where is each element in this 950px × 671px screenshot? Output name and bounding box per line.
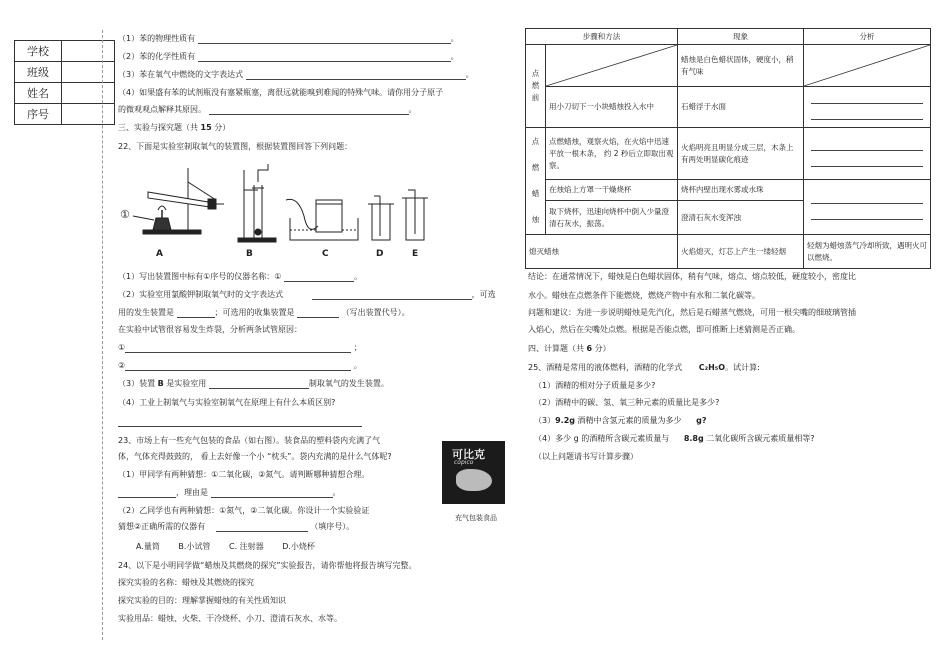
q21-4b: 的微观观点解释其原因。 。 <box>118 105 417 114</box>
q22-4-answer <box>118 416 362 427</box>
label-circle-1: ① <box>120 208 130 221</box>
binding-margin-line <box>102 30 103 640</box>
conclusion-line-1: 结论：在通常情况下，蜡烛是白色蜡状固体，稍有气味，熔点、熔点较低，硬度较小，密度比 <box>528 272 856 281</box>
header-step: 步骤和方法 <box>526 29 678 45</box>
q24-goal: 探究实验的目的：理解掌握蜡烛的有关性质知识 <box>118 596 286 605</box>
blank-analysis-cell <box>804 45 931 87</box>
snack-package-photo <box>442 441 505 504</box>
section-3-title: 三、实验与探究题（共 15 分） <box>118 123 231 132</box>
candle-experiment-table <box>525 28 931 269</box>
snack-shape <box>456 469 492 491</box>
q22-4: （4）工业上制氧气与实验室制氧气在原理上有什么本质区别? <box>118 398 336 407</box>
oxygen-apparatus-diagram <box>118 160 438 260</box>
apparatus-b <box>238 164 276 242</box>
q21-4a: （4）如果盛有苯的试剂瓶没有塞紧瓶塞，离很远就能嗅到难闻的特殊气味。请你用分子原子 <box>118 88 444 97</box>
q22-2c: 在实验中试管很容易发生炸裂，分析两条试管原因： <box>118 325 302 334</box>
q21-1: （1）苯的物理性质有 。 <box>118 34 459 43</box>
q22-2a: （2）实验室用氯酸钾制取氧气时的文字表达式 ，可选 <box>118 290 496 299</box>
q23-2a: （2）乙同学也有两种猜想：①氮气，②二氧化碳。你设计一个实验验证 <box>118 506 370 515</box>
student-info-table <box>14 40 115 125</box>
q22-3: （3）装置 B 是实验室用 制取氧气的发生装置。 <box>118 379 389 388</box>
q25-prompt: 25、酒精是常用的液体燃料，酒精的化学式 C₂H₅O。试计算: <box>528 363 760 372</box>
q23-2b: 猜想②正确所需的仪器有 （填序号）。 <box>118 522 355 531</box>
q21-2: （2）苯的化学性质有 。 <box>118 52 459 61</box>
q25-1: （1）酒精的相对分子质量是多少? <box>534 381 656 390</box>
group-before-lighting: 点燃前 <box>526 45 546 128</box>
q23-options <box>136 541 315 552</box>
step-cell: 熄灭蜡烛 <box>526 235 678 269</box>
label-d: D <box>376 249 384 259</box>
q23-a: 23、市场上有一些充气包装的食品（如右图）。装食品的塑料袋内充满了气 <box>118 436 381 445</box>
label-c: C <box>322 249 329 259</box>
suggestion-line-2: 入焰心，然后在尖嘴处点燃。根据是否能点燃，即可推断上述猜测是否正确。 <box>528 325 800 334</box>
apparatus-d <box>368 196 394 240</box>
q22-2b: 用的发生装置是 ；可选用的收集装置是 （写出装置代号）。 <box>118 308 410 317</box>
phen-cell: 烧杯内壁出现水雾或水珠 <box>678 180 804 201</box>
q23-b: 体，气体充得鼓鼓的， 看上去好像一个小 “枕头”。袋内充满的是什么气体呢? <box>118 452 392 461</box>
option-d[interactable]: D.小烧杯 <box>282 542 315 551</box>
q22-reason-1: ① ； <box>118 343 362 352</box>
header-phenomenon: 现象 <box>678 29 804 45</box>
photo-brand-sub: copico <box>454 459 474 466</box>
analysis-answer-cell[interactable] <box>804 87 931 128</box>
step-cell: 用小刀切下一小块蜡烛投入水中 <box>546 87 678 128</box>
option-a[interactable]: A.量筒 <box>136 542 160 551</box>
info-label: 学校 <box>15 41 62 62</box>
suggestion-line-1: 问题和建议：为进一步说明蜡烛是先汽化，然后是石蜡蒸气燃烧，可用一根尖嘴的细玻璃管插 <box>528 308 856 317</box>
info-label: 班级 <box>15 62 62 83</box>
phen-cell: 蜡烛是白色蜡状固体，硬度小，稍有气味 <box>678 45 804 87</box>
q23-1b: ，理由是 。 <box>118 487 341 498</box>
analysis-answer-cell[interactable] <box>804 128 931 180</box>
q21-3: （3）苯在氧气中燃烧的文字表达式 。 <box>118 70 474 79</box>
q25-4: （4）多少 g 的酒精所含碳元素质量与 8.8g 二氧化碳所含碳元素质量相等? <box>534 434 815 443</box>
phen-cell: 火焰熄灭，灯芯上产生一缕轻烟 <box>678 235 804 269</box>
step-cell: 取下烧杯，迅速向烧杯中倒入少量澄清石灰水，振荡。 <box>546 201 678 235</box>
apparatus-a <box>133 168 224 234</box>
q22-reason-2: ② 。 <box>118 361 362 370</box>
photo-brand-text: 可比克 <box>452 448 485 461</box>
info-value-field[interactable] <box>62 83 115 104</box>
q24-items: 实验用品：蜡烛、火柴、干冷烧杯、小刀、澄清石灰水、水等。 <box>118 614 342 623</box>
label-b: B <box>246 249 253 259</box>
option-c[interactable]: C. 注射器 <box>229 542 264 551</box>
q24-prompt: 24、以下是小明同学做“蜡烛及其燃烧的探究”实验报告，请你帮他将报告填写完整。 <box>118 561 417 570</box>
q24-name: 探究实验的名称：蜡烛及其燃烧的探究 <box>118 578 254 587</box>
label-e: E <box>412 249 419 259</box>
q22-prompt: 22、下面是实验室制取氧气的装置图，根据装置图回答下列问题： <box>118 142 353 151</box>
group-lighting: 点燃蜡烛 <box>526 128 546 235</box>
photo-caption: 充气包装食品 <box>455 514 497 522</box>
label-a: A <box>156 249 163 259</box>
q25-2: （2）酒精中的碳、氢、氧三种元素的质量比是多少? <box>534 398 720 407</box>
q25-note: （以上问题请书写计算步骤） <box>534 452 638 461</box>
step-cell: 点燃蜡烛，观察火焰，在火焰中迅速平放一根木条， 约 2 秒后立即取出观察。 <box>546 128 678 180</box>
phen-cell: 石蜡浮于水面 <box>678 87 804 128</box>
info-value-field[interactable] <box>62 41 115 62</box>
analysis-answer-cell[interactable] <box>804 180 931 235</box>
phen-cell: 澄清石灰水变浑浊 <box>678 201 804 235</box>
apparatus-c <box>286 199 358 240</box>
info-label: 姓名 <box>15 83 62 104</box>
conclusion-line-2: 水小。蜡烛在点燃条件下能燃烧，燃烧产物中有水和二氧化碳等。 <box>528 291 760 300</box>
option-b[interactable]: B.小试管 <box>178 542 211 551</box>
analysis-cell: 轻烟为蜡烛蒸气冷却所致，遇明火可以燃烧。 <box>804 235 931 269</box>
blank-step-cell <box>546 45 678 87</box>
phen-cell: 火焰明亮且明显分成三层，木条上有两处明显碳化痕迹 <box>678 128 804 180</box>
apparatus-e <box>402 190 428 240</box>
q25-3: （3）9.2g 酒精中含氢元素的质量为多少 g? <box>534 416 707 425</box>
section-4-title: 四、计算题（共 6 分） <box>528 344 611 353</box>
q23-1: （1）甲同学有两种猜想：①二氧化碳，②氮气。请判断哪种猜想合理。 <box>118 470 370 479</box>
info-value-field[interactable] <box>62 104 115 125</box>
step-cell: 在烛焰上方罩一干燥烧杯 <box>546 180 678 201</box>
header-analysis: 分析 <box>804 29 931 45</box>
info-value-field[interactable] <box>62 62 115 83</box>
info-label: 序号 <box>15 104 62 125</box>
q22-1: （1）写出装置图中标有①序号的仪器名称：① 。 <box>118 272 362 281</box>
